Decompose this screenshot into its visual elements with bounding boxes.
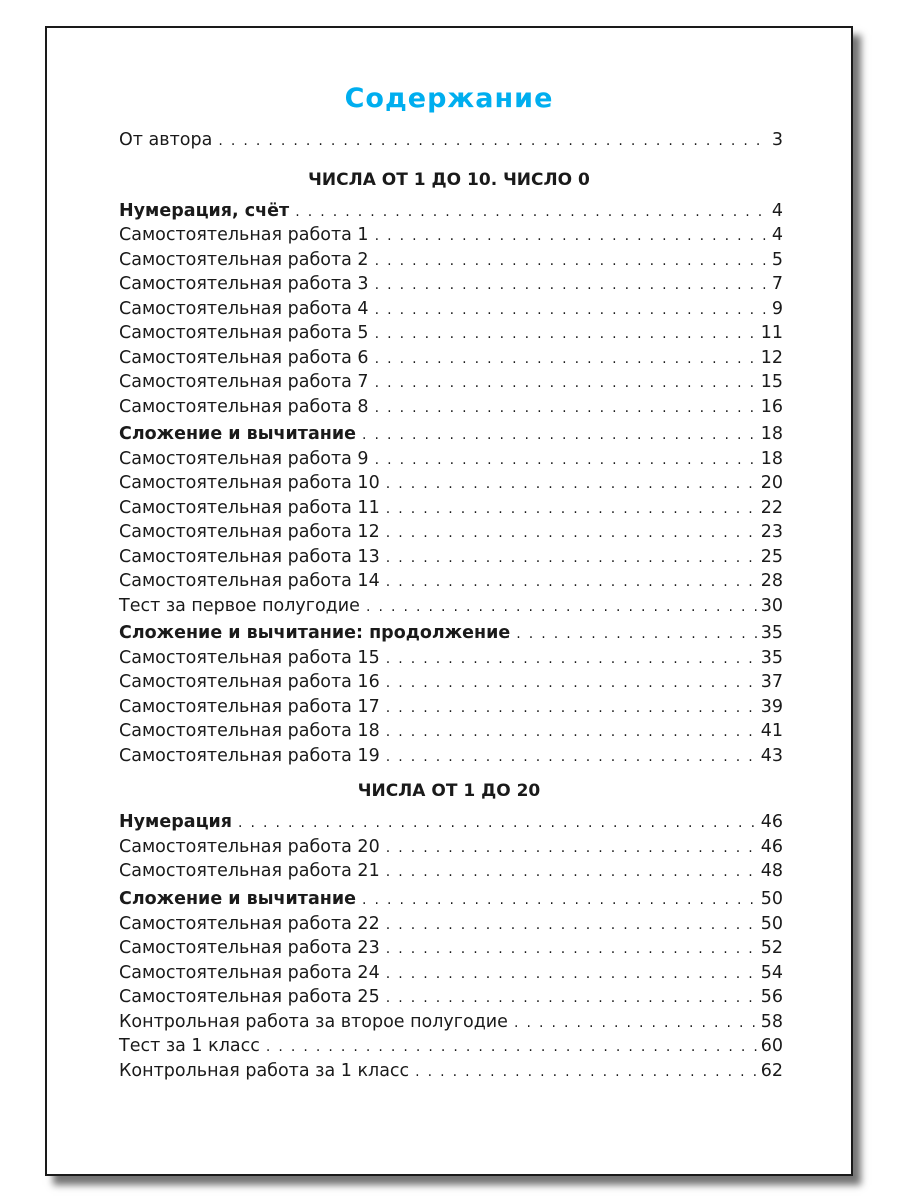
toc-page-number: 52 <box>760 938 783 958</box>
toc-entry-preface[interactable] <box>119 128 783 152</box>
dot-leader <box>362 423 757 447</box>
dot-leader <box>386 472 757 496</box>
dot-leader <box>386 647 757 671</box>
dot-leader <box>386 913 757 937</box>
dot-leader <box>386 720 757 744</box>
toc-entry-label: Самостоятельная работа 11 <box>119 497 380 518</box>
toc-page-number: 4 <box>771 225 783 245</box>
toc-entry-label: Самостоятельная работа 7 <box>119 372 369 392</box>
toc-page-number: 22 <box>760 497 783 518</box>
toc-page-number: 30 <box>760 595 783 616</box>
dot-leader <box>375 249 768 273</box>
toc-page-number: 54 <box>760 962 783 983</box>
toc-entry-label: Самостоятельная работа 10 <box>119 473 380 493</box>
dot-leader <box>375 448 757 472</box>
toc-page-number: 56 <box>760 987 783 1007</box>
toc-entry-label: Самостоятельная работа 20 <box>119 836 380 857</box>
toc-entry-label: Сложение и вычитание: продолжение <box>119 623 511 643</box>
toc-entry[interactable] <box>119 936 783 960</box>
toc-entry-label: Самостоятельная работа 13 <box>119 546 380 567</box>
toc-entry-label: Самостоятельная работа 2 <box>119 249 369 270</box>
toc-page-number: 35 <box>760 623 783 643</box>
toc-entry[interactable] <box>119 985 783 1009</box>
toc-entry[interactable] <box>119 545 783 569</box>
toc-entry-label: Тест за 1 класс <box>119 1036 260 1056</box>
toc-entry[interactable] <box>119 594 783 618</box>
toc-entry-label: Контрольная работа за второе полугодие <box>119 1011 508 1032</box>
toc-entry-label: Тест за первое полугодие <box>119 595 360 616</box>
dot-leader <box>516 622 757 646</box>
dot-leader <box>514 1011 757 1035</box>
toc-page-number: 15 <box>760 372 783 392</box>
toc-entry-label: Самостоятельная работа 24 <box>119 962 380 983</box>
toc-entry-label: Самостоятельная работа 12 <box>119 522 380 542</box>
toc-entry-label: Самостоятельная работа 25 <box>119 987 380 1007</box>
page-title: Содержание <box>344 83 554 114</box>
toc-group-title[interactable] <box>119 887 783 911</box>
dot-leader <box>375 396 757 420</box>
toc-page-number: 18 <box>760 424 783 444</box>
toc-entry-label: Самостоятельная работа 19 <box>119 745 380 766</box>
toc-entry-label: Самостоятельная работа 23 <box>119 938 380 958</box>
toc-entry-label: Самостоятельная работа 21 <box>119 861 380 881</box>
dot-leader <box>375 371 757 395</box>
toc-page-number: 11 <box>760 323 783 343</box>
toc-page-number: 9 <box>771 298 783 319</box>
toc-group-title[interactable] <box>119 199 783 223</box>
toc-entry[interactable] <box>119 961 783 985</box>
toc-entry[interactable] <box>119 370 783 394</box>
dot-leader <box>386 696 757 720</box>
toc-entry[interactable] <box>119 695 783 719</box>
toc-page-number: 25 <box>760 546 783 567</box>
dot-leader <box>266 1035 757 1059</box>
dot-leader <box>375 224 768 248</box>
dot-leader <box>386 986 757 1010</box>
dot-leader <box>415 1060 757 1084</box>
dot-leader <box>386 860 757 884</box>
dot-leader <box>386 570 757 594</box>
toc-entry[interactable] <box>119 744 783 768</box>
toc-page-number: 46 <box>760 836 783 857</box>
toc-entry-label: Самостоятельная работа 15 <box>119 647 380 668</box>
toc-entry-label: Самостоятельная работа 5 <box>119 323 369 343</box>
dot-leader <box>375 322 757 346</box>
dot-leader <box>218 129 768 153</box>
toc-page-number: 23 <box>760 522 783 542</box>
toc-page-number: 50 <box>760 913 783 934</box>
toc-page-number: 7 <box>771 274 783 294</box>
section-heading: ЧИСЛА ОТ 1 ДО 20 <box>357 781 541 801</box>
toc-entry[interactable] <box>119 569 783 593</box>
dot-leader <box>375 273 768 297</box>
toc-entry-label: Самостоятельная работа 17 <box>119 696 380 717</box>
toc-entry[interactable] <box>119 1010 783 1034</box>
toc-entry-label: Самостоятельная работа 9 <box>119 448 369 469</box>
toc-group-title[interactable] <box>119 621 783 645</box>
section-heading: ЧИСЛА ОТ 1 ДО 10. ЧИСЛО 0 <box>308 170 590 190</box>
toc-entry-label: Самостоятельная работа 22 <box>119 913 380 934</box>
toc-entry-label: Сложение и вычитание <box>119 889 356 909</box>
toc-entry[interactable] <box>119 719 783 743</box>
toc-entry[interactable] <box>119 471 783 495</box>
toc-entry[interactable] <box>119 321 783 345</box>
toc-page-number: 43 <box>760 745 783 766</box>
dot-leader <box>386 836 757 860</box>
toc-page-number: 35 <box>760 647 783 668</box>
toc-entry-label: Самостоятельная работа 14 <box>119 571 380 591</box>
toc-page-number: 60 <box>760 1036 783 1056</box>
toc-entry[interactable] <box>119 248 783 272</box>
toc-page-number: 3 <box>771 130 783 150</box>
dot-leader <box>386 937 757 961</box>
toc-entry[interactable] <box>119 670 783 694</box>
dot-leader <box>386 745 757 769</box>
toc-entry[interactable] <box>119 346 783 370</box>
toc-entry-label: Сложение и вычитание <box>119 424 356 444</box>
toc-entry[interactable] <box>119 297 783 321</box>
dot-leader <box>295 200 768 224</box>
toc-entry[interactable] <box>119 1034 783 1058</box>
toc-entry[interactable] <box>119 859 783 883</box>
toc-entry-label: Самостоятельная работа 8 <box>119 396 369 417</box>
toc-entry-label: Контрольная работа за 1 класс <box>119 1060 410 1081</box>
toc-page-number: 41 <box>760 721 783 741</box>
dot-leader <box>375 298 768 322</box>
dot-leader <box>366 595 757 619</box>
toc-entry[interactable] <box>119 447 783 471</box>
toc-entry[interactable] <box>119 646 783 670</box>
toc-entry[interactable] <box>119 272 783 296</box>
dot-leader <box>386 546 757 570</box>
toc-page-number: 20 <box>760 473 783 493</box>
toc-entry-label: Самостоятельная работа 4 <box>119 298 369 319</box>
toc-entry-label: Нумерация <box>119 812 233 832</box>
toc-entry[interactable] <box>119 395 783 419</box>
toc-group-title[interactable] <box>119 422 783 446</box>
toc-entry-label: Нумерация, счёт <box>119 201 290 221</box>
document-page <box>45 26 853 1176</box>
toc-entry-label: Самостоятельная работа 3 <box>119 274 369 294</box>
toc-entry[interactable] <box>119 912 783 936</box>
toc-entry[interactable] <box>119 835 783 859</box>
dot-leader <box>386 962 757 986</box>
toc-page-number: 58 <box>760 1011 783 1032</box>
toc-entry[interactable] <box>119 223 783 247</box>
toc-page-number: 4 <box>771 201 783 221</box>
toc-page-number: 48 <box>760 861 783 881</box>
toc-entry[interactable] <box>119 1059 783 1083</box>
dot-leader <box>386 671 757 695</box>
toc-page-number: 46 <box>760 812 783 832</box>
toc-entry-label: От автора <box>119 130 213 150</box>
toc-entry-label: Самостоятельная работа 6 <box>119 347 369 368</box>
dot-leader <box>386 521 757 545</box>
dot-leader <box>375 347 757 371</box>
toc-entry-label: Самостоятельная работа 1 <box>119 225 369 245</box>
toc-entry[interactable] <box>119 496 783 520</box>
toc-page-number: 28 <box>760 571 783 591</box>
toc-page-number: 37 <box>760 672 783 692</box>
toc-page-number: 39 <box>760 696 783 717</box>
toc-page-number: 5 <box>771 249 783 270</box>
toc-entry-label: Самостоятельная работа 16 <box>119 672 380 692</box>
toc-page-number: 18 <box>760 448 783 469</box>
toc-entry[interactable] <box>119 520 783 544</box>
toc-page-number: 12 <box>760 347 783 368</box>
toc-page-number: 62 <box>760 1060 783 1081</box>
dot-leader <box>238 811 757 835</box>
toc-entry-label: Самостоятельная работа 18 <box>119 721 380 741</box>
toc-group-title[interactable] <box>119 810 783 834</box>
dot-leader <box>386 497 757 521</box>
dot-leader <box>362 888 757 912</box>
toc-page-number: 50 <box>760 889 783 909</box>
toc-page-number: 16 <box>760 396 783 417</box>
